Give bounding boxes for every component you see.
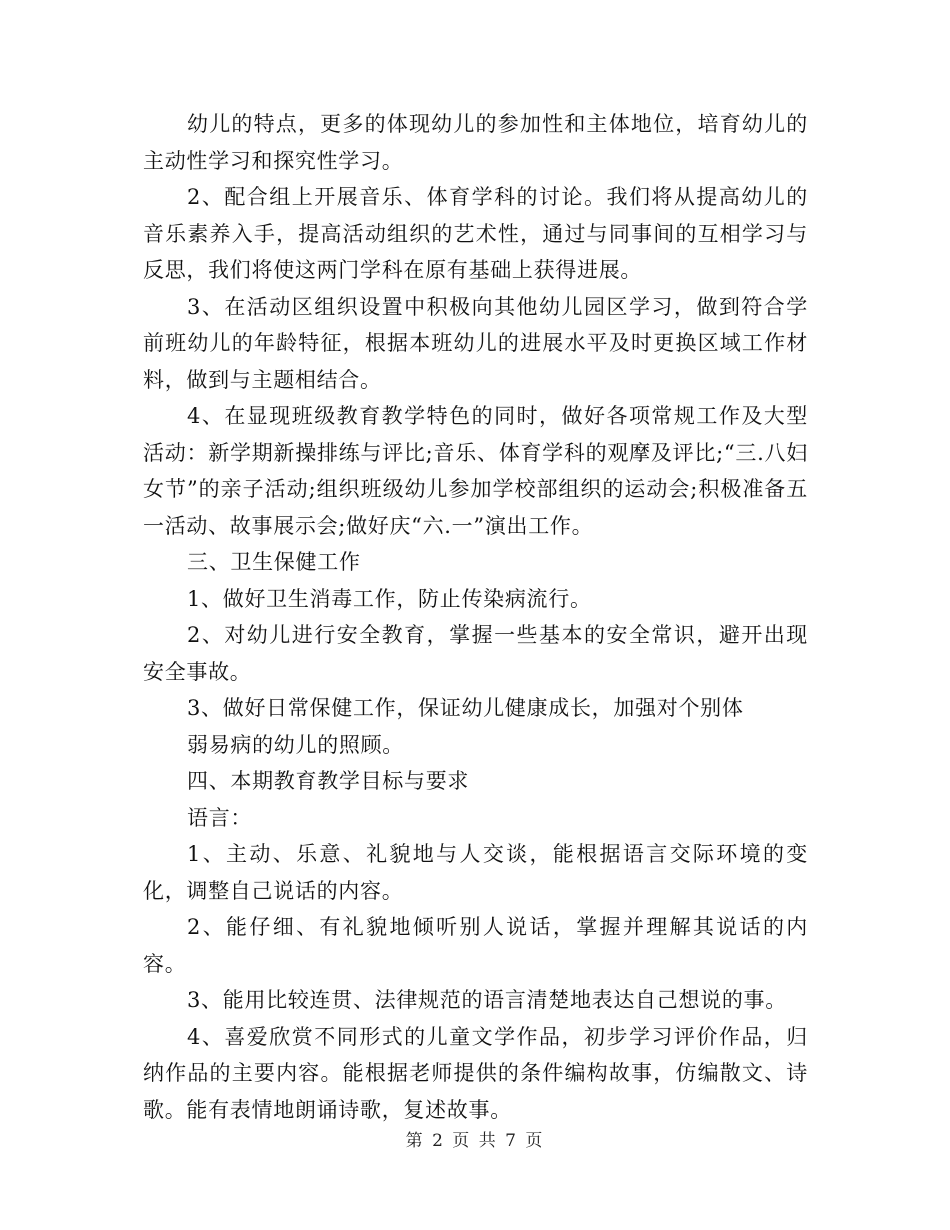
paragraph-10: 3、能用比较连贯、法律规范的语言清楚地表达自己想说的事。 [187, 988, 787, 1012]
paragraph-9: 2、能仔细、有礼貌地倾听别人说话，掌握并理解其说话的内容。 [143, 915, 808, 976]
section-heading-goals: 四、本期教育教学目标与要求 [187, 769, 470, 793]
paragraph-6: 2、对幼儿进行安全教育，掌握一些基本的安全常识，避开出现安全事故。 [143, 623, 808, 684]
page-body [143, 106, 808, 1128]
page-number-footer: 第 2 页 共 7 页 [405, 1131, 545, 1151]
paragraph-7: 3、做好日常保健工作，保证幼儿健康成长，加强对个别体 [187, 696, 744, 720]
paragraph-5: 1、做好卫生消毒工作，防止传染病流行。 [187, 586, 592, 611]
subheading-language: 语言： [187, 805, 253, 830]
paragraph-4: 4、在显现班级教育教学特色的同时，做好各项常规工作及大型活动：新学期新操排练与评比;音乐、体育学科的观摩及评比;“三.八妇女节”的亲子活动;组织班级幼儿参加学校部组织的运动会;积极准备五一活动、故事展示会;做好庆“六.一”演出工作。 [143, 404, 808, 538]
paragraph-8: 1、主动、乐意、礼貌地与人交谈，能根据语言交际环境的变化，调整自己说话的内容。 [143, 842, 808, 903]
paragraph-1: 幼儿的特点，更多的体现幼儿的参加性和主体地位，培育幼儿的主动性学习和探究性学习。 [143, 112, 808, 173]
section-heading-health: 三、卫生保健工作 [187, 550, 361, 574]
paragraph-2: 2、配合组上开展音乐、体育学科的讨论。我们将从提高幼儿的音乐素养入手，提高活动组织的艺术性，通过与同事间的互相学习与反思，我们将使这两门学科在原有基础上获得进展。 [143, 185, 808, 282]
paragraph-7-continued: 弱易病的幼儿的照顾。 [187, 732, 404, 757]
paragraph-3: 3、在活动区组织设置中积极向其他幼儿园区学习，做到符合学前班幼儿的年龄特征，根据本班幼儿的进展水平及时更换区域工作材料，做到与主题相结合。 [143, 294, 808, 392]
paragraph-11: 4、喜爱欣赏不同形式的儿童文学作品，初步学习评价作品，归纳作品的主要内容。能根据老师提供的条件编构故事，仿编散文、诗歌。能有表情地朗诵诗歌，复述故事。 [143, 1024, 808, 1122]
